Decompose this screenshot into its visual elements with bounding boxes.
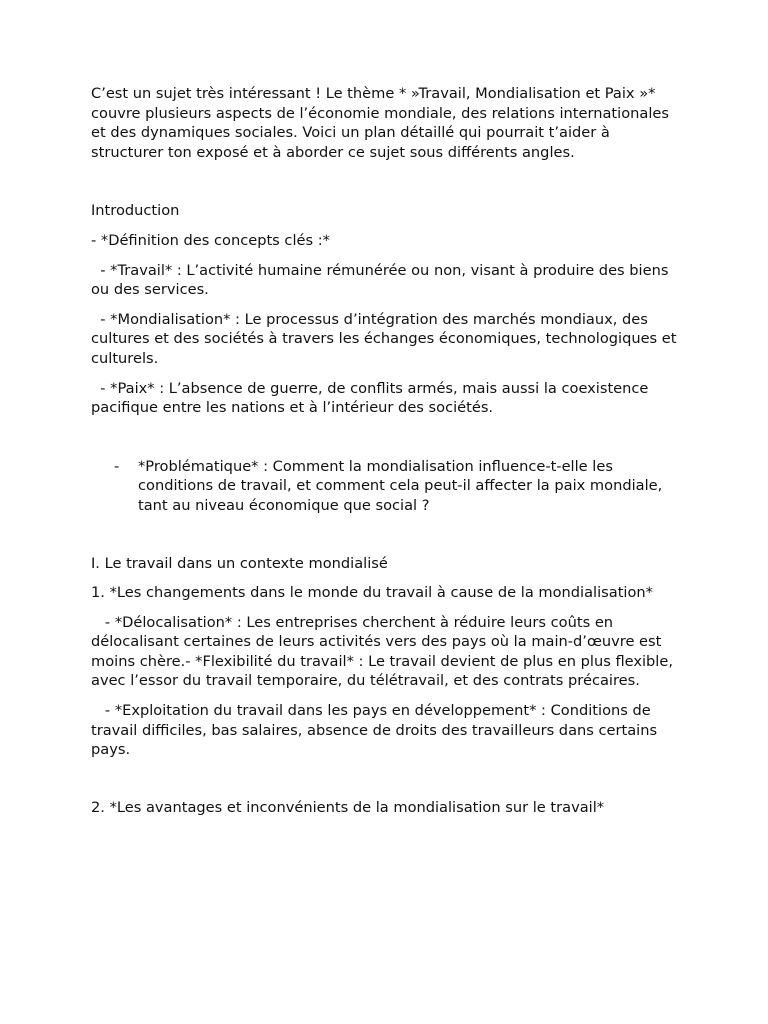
section-1-title: I. Le travail dans un contexte mondialisé <box>91 554 388 572</box>
problematique-list-item <box>91 457 681 516</box>
subsection-1-title: 1. *Les changements dans le monde du travail à cause de la mondialisation* <box>91 584 653 602</box>
subsection-2-title: 2. *Les avantages et inconvénients de la mondialisation sur le travail* <box>91 798 605 816</box>
exploitation-paragraph: - *Exploitation du travail dans les pays en développement* : Conditions de travail difficiles, bas salaires, absence de droits des travailleurs dans certains pays. <box>91 702 662 759</box>
introduction-heading: Introduction <box>91 202 180 220</box>
delocalisation-paragraph: - *Délocalisation* : Les entreprises cherchent à réduire leurs coûts en délocalisant certaines de leurs activités vers des pays où la main-d’œuvre est moins chère.- *Flexibilité du travail* : Le travail devient de plus en plus flexible, avec l’essor du travail temporaire, du télétravail, et des contrats précaires. <box>91 613 678 690</box>
list-bullet-dash: - <box>114 457 120 475</box>
definitions-label: - *Définition des concepts clés :* <box>91 231 330 249</box>
definition-mondialisation: - *Mondialisation* : Le processus d’intégration des marchés mondiaux, des cultures et des sociétés à travers les échanges économiques, technologiques et culturels. <box>91 310 682 367</box>
definition-paix: - *Paix* : L’absence de guerre, de conflits armés, mais aussi la coexistence pacifique entre les nations et à l’intérieur des sociétés. <box>91 379 654 417</box>
problematique-text: *Problématique* : Comment la mondialisation influence-t-elle les conditions de travail, et comment cela peut-il affecter la paix mondiale, tant au niveau économique que social ? <box>138 457 663 514</box>
definition-travail: - *Travail* : L’activité humaine rémunérée ou non, visant à produire des biens ou des services. <box>91 261 674 299</box>
document-page <box>91 84 681 817</box>
intro-paragraph: C’est un sujet très intéressant ! Le thème * »Travail, Mondialisation et Paix »* couvre plusieurs aspects de l’économie mondiale, des relations internationales et des dynamiques sociales. Voici un plan détaillé qui pourrait t’aider à structurer ton exposé et à aborder ce sujet sous différents angles. <box>91 85 669 161</box>
